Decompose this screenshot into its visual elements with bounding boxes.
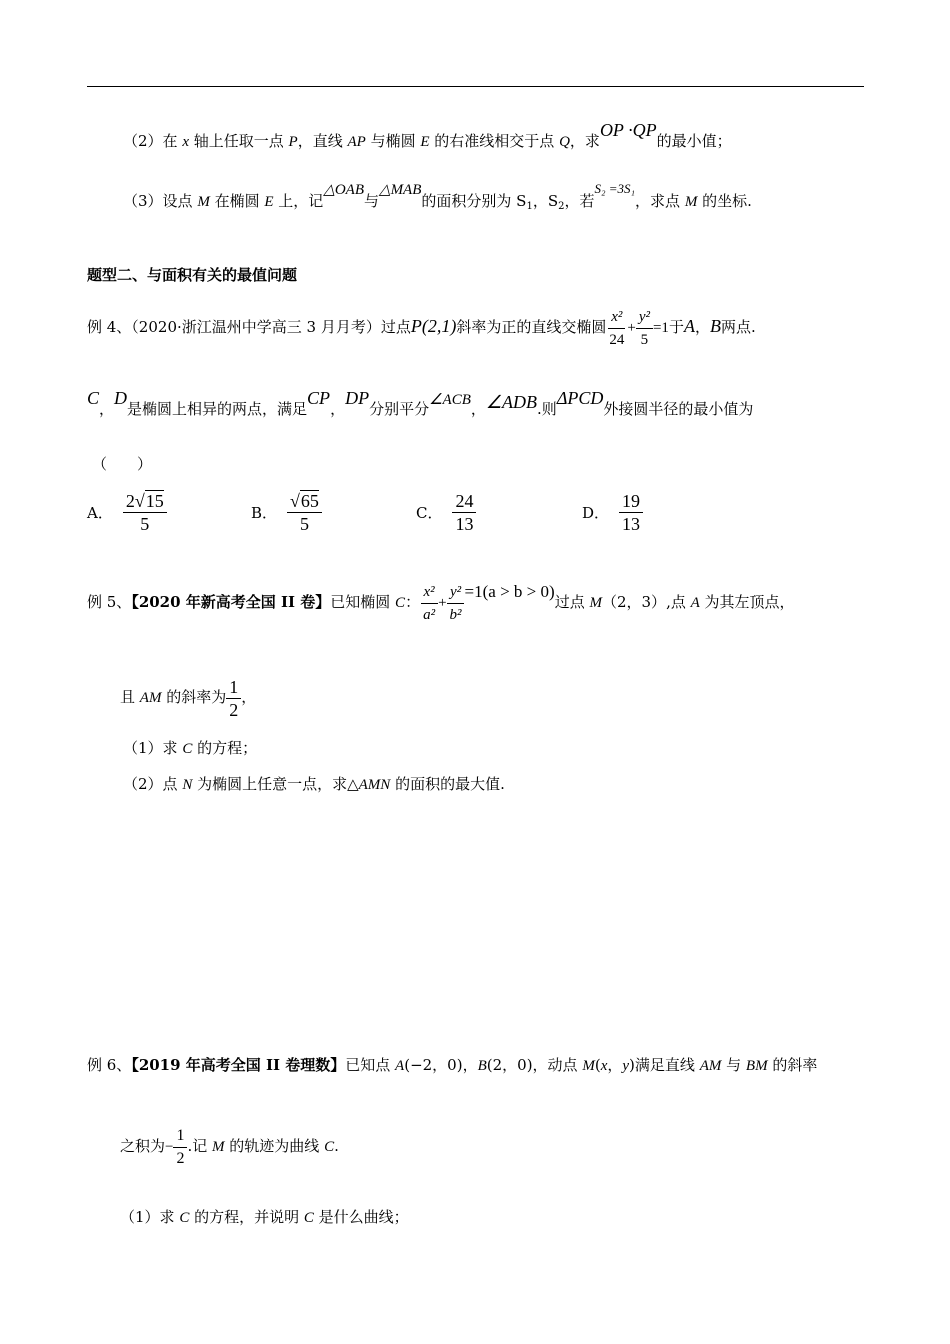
triangle-oab: △OAB xyxy=(323,182,365,198)
example-6-line-2: 之积为− $\frac{1}{2}$ .记 M 的轨迹为曲线 C. xyxy=(120,1126,339,1167)
ellipse-term-y: $\frac{\text{y²}}{5}$ xyxy=(636,306,653,351)
section-title: 题型二、与面积有关的最值问题 xyxy=(87,266,298,284)
option-b[interactable]: B． $\frac{√65}{5}$ xyxy=(251,490,322,535)
option-c[interactable]: C． $\frac{24}{13}$ xyxy=(416,490,476,535)
ellipse-equation-rest: =1(a > b > 0) xyxy=(464,582,555,601)
question-3-line: （3）设点 M 在椭圆 E 上，记△OAB与△MAB的面积分别为 $S_1$，$S_2$，若S₂ =3S₁，求点 M 的坐标. xyxy=(123,181,752,212)
option-d[interactable]: D． $\frac{19}{13}$ xyxy=(582,490,643,535)
option-a[interactable]: A． $\frac{2√15}{5}$ xyxy=(87,490,167,535)
example-4-line-2: C，D是椭圆上相异的两点，满足CP，DP分别平分∠ACB，∠ADB.则ΔPCD外接圆半径的最小值为 xyxy=(87,388,754,418)
example-5-line-1: 例 5、【2020 年新高考全国 II 卷】已知椭圆 C： $\frac{\text{x²}}{\text{a²}}$ + $\frac{\text{y²}}{\text{b²}}$ =1(a > b > 0)过点 M（2，3）,点 A 为其左顶点， xyxy=(87,582,795,623)
header-rule xyxy=(87,86,864,87)
example-6-line-1: 例 6、【2019 年高考全国 II 卷理数】已知点 A(−2，0)，B(2，0)，动点 M(x，y)满足直线 AM 与 BM 的斜率 xyxy=(87,1056,818,1074)
vector-expression: OP ·QP xyxy=(599,120,657,140)
answer-blank: （ ） xyxy=(92,455,153,473)
point-p: P(2,1) xyxy=(410,316,457,336)
question-2-line: （2）在 x 轴上任取一点 P，直线 AP 与椭圆 E 的右准线相交于点 Q，求OP ·QP的最小值； xyxy=(123,120,732,150)
example-6-q1: （1）求 C 的方程，并说明 C 是什么曲线； xyxy=(120,1208,409,1226)
example-5-q1: （1）求 C 的方程； xyxy=(123,739,258,757)
example-5-q2: （2）点 N 为椭圆上任意一点，求△AMN 的面积的最大值. xyxy=(123,775,505,793)
example-5-line-2: 且 AM 的斜率为 $\frac{1}{2}$ ， xyxy=(120,676,257,720)
triangle-mab: △MAB xyxy=(379,182,422,198)
ellipse-term-x: $\frac{\text{x²}}{24}$ xyxy=(606,306,627,351)
example-4-line-1: 例 4、（2020·浙江温州中学高三 3 月月考）过点P(2,1)斜率为正的直线交椭圆 $\frac{\text{x²}}{24}$ + $\frac{\text{y²}}{5}$ =1于A，B两点. xyxy=(87,302,756,352)
area-condition: S₂ =3S₁ xyxy=(594,181,636,196)
